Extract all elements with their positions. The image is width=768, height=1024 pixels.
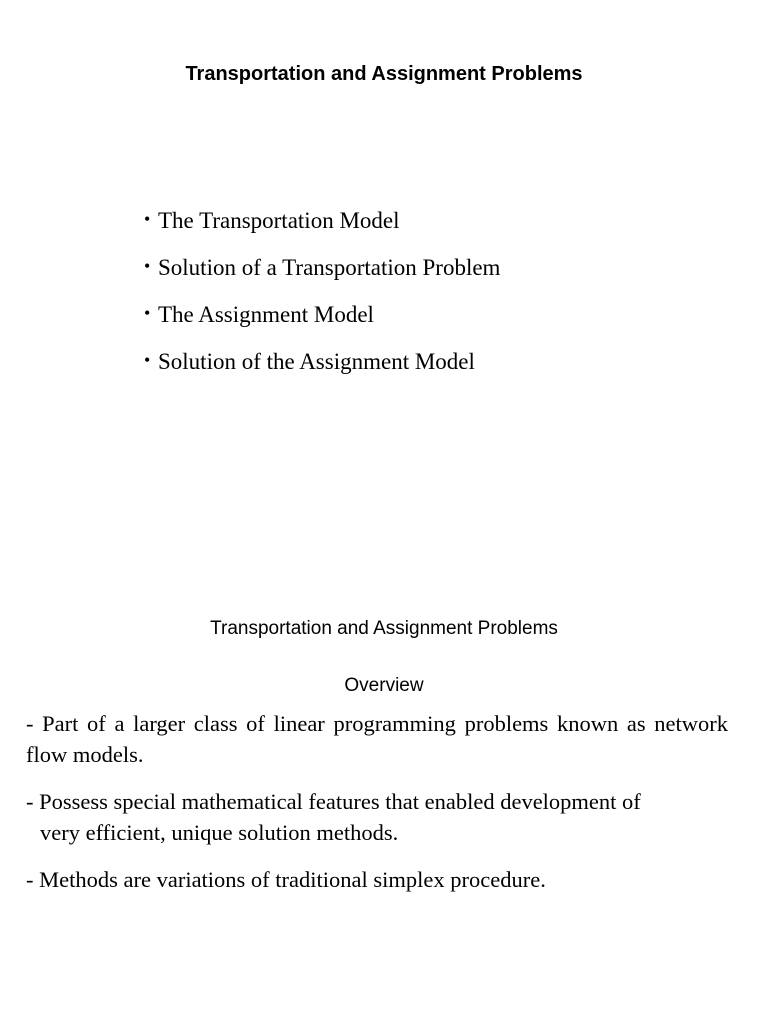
overview-heading: Overview xyxy=(344,675,424,696)
topic-label: Solution of a Transportation Problem xyxy=(158,255,501,280)
bullet-icon: • xyxy=(144,209,151,229)
bullet-icon: • xyxy=(144,350,151,370)
overview-point: - Part of a larger class of linear programming problems known as network flow models. xyxy=(26,711,728,767)
overview-point-line: very efficient, unique solution methods. xyxy=(40,820,399,845)
topic-label: Solution of the Assignment Model xyxy=(158,349,475,374)
bullet-icon: • xyxy=(144,303,151,323)
topic-item xyxy=(144,344,500,391)
topic-item xyxy=(144,250,500,297)
bullet-icon: • xyxy=(144,256,151,276)
topic-label: The Assignment Model xyxy=(158,302,374,327)
overview-point: - Methods are variations of traditional simplex procedure. xyxy=(26,867,546,892)
topic-item xyxy=(144,203,500,250)
topic-label: The Transportation Model xyxy=(158,208,400,233)
section-title: Transportation and Assignment Problems xyxy=(210,618,558,639)
topic-list xyxy=(144,203,500,391)
overview-points xyxy=(26,708,728,911)
topic-item xyxy=(144,297,500,344)
page-title: Transportation and Assignment Problems xyxy=(185,63,583,85)
overview-point xyxy=(26,786,728,848)
overview-point-line: - Possess special mathematical features that enabled development of xyxy=(26,789,641,814)
